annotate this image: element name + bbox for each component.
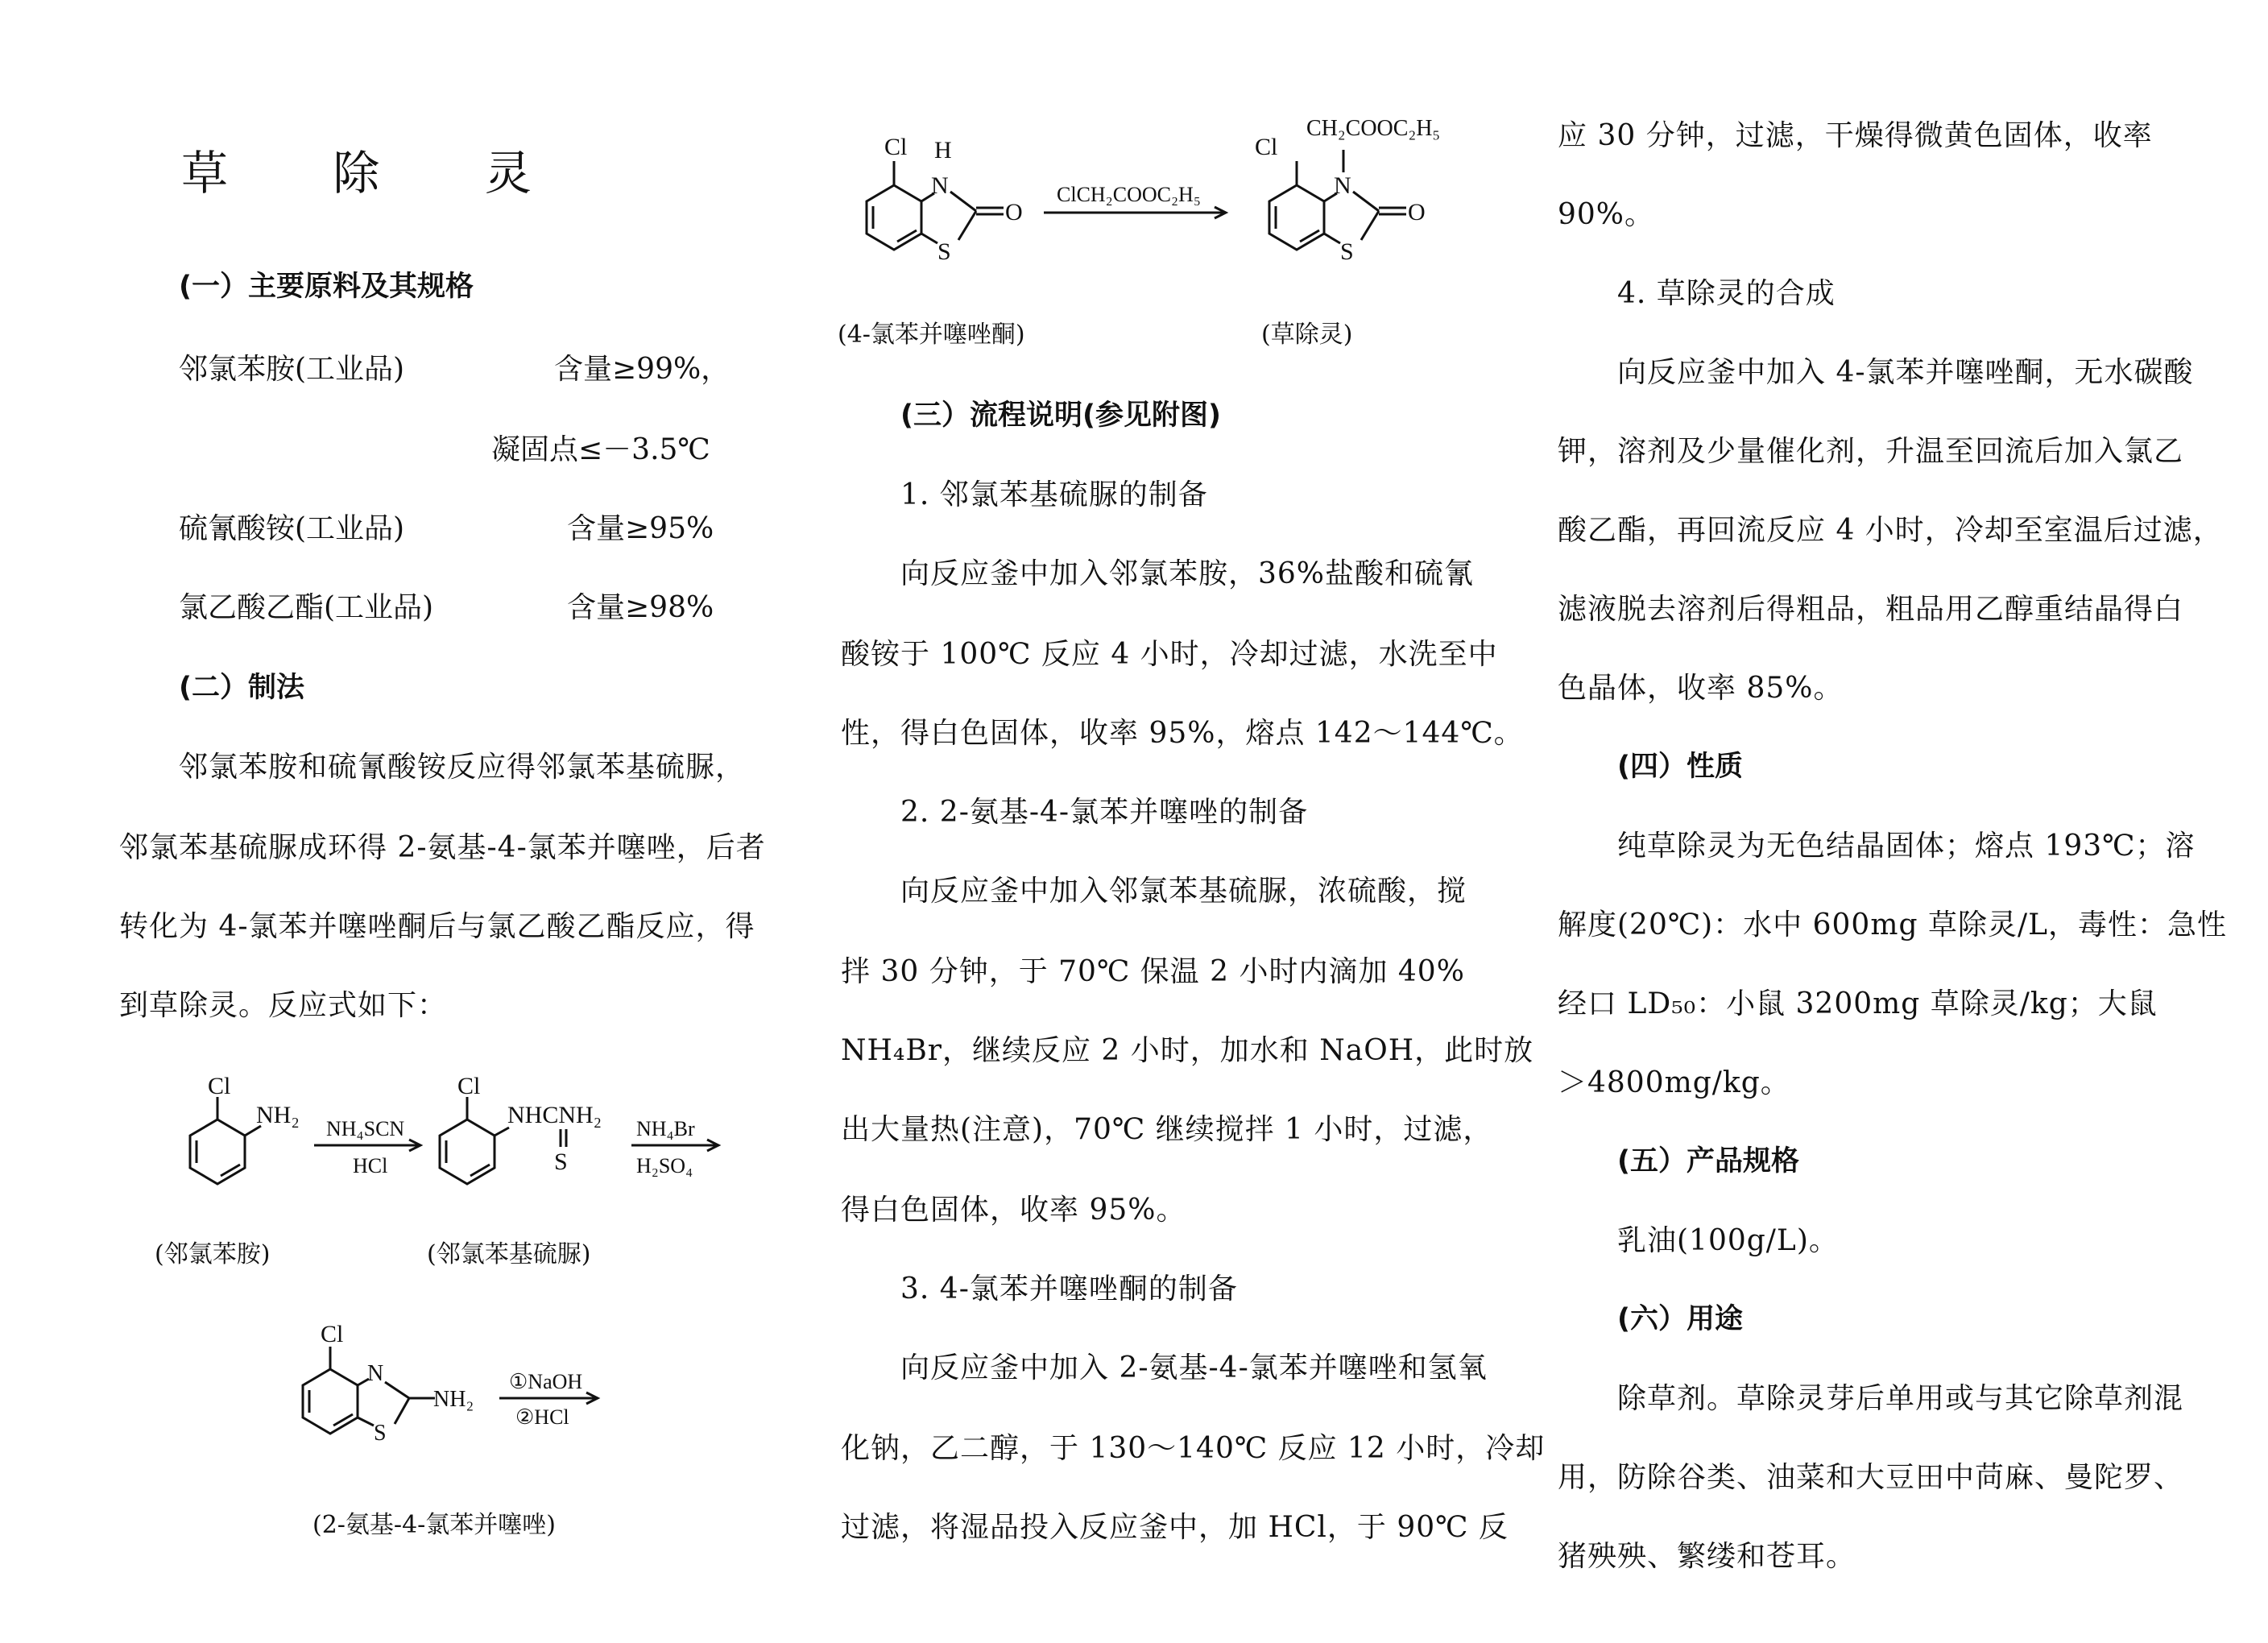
method-line-3: 转化为 4-氯苯并噻唑酮后与氯乙酸乙酯反应，得 — [119, 910, 755, 943]
properties-line-1: 纯草除灵为无色结晶固体；熔点 193℃；溶 — [1617, 830, 2196, 863]
scheme3-n-right: N — [1334, 172, 1351, 199]
step-4-line-4: 滤液脱去溶剂后得粗品，粗品用乙醇重结晶得白 — [1558, 593, 2184, 626]
step-2-title: 2. 2-氨基-4-氯苯并噻唑的制备 — [900, 796, 1309, 829]
scheme3-s-right: S — [1340, 238, 1354, 265]
spec-name-3: 硫氰酸铵(工业品) — [179, 512, 405, 545]
section-heading-specification: (五）产品规格 — [1617, 1145, 1799, 1177]
step-2-line-1: 向反应釜中加入邻氯苯基硫脲，浓硫酸，搅 — [900, 875, 1467, 908]
step-1-title: 1. 邻氯苯基硫脲的制备 — [900, 478, 1208, 511]
spec-name-1: 邻氯苯胺(工业品) — [179, 353, 405, 386]
step-4-title: 4. 草除灵的合成 — [1617, 277, 1836, 310]
uses-line-1: 除草剂。草除灵芽后单用或与其它除草剂混 — [1617, 1382, 2184, 1415]
step-3-line-1: 向反应釜中加入 2-氨基-4-氯苯并噻唑和氢氧 — [900, 1351, 1488, 1384]
step-1-line-2: 酸铵于 100℃ 反应 4 小时，冷却过滤，水洗至中 — [841, 638, 1498, 671]
section-heading-properties: (四）性质 — [1617, 751, 1743, 783]
scheme2-s: S — [374, 1421, 387, 1446]
scheme1-nh2: NH₂ — [256, 1102, 300, 1128]
properties-line-2: 解度(20℃)：水中 600mg 草除灵/L，毒性：急性 — [1558, 908, 2227, 942]
scheme3-o-right: O — [1408, 199, 1426, 226]
caption-aminochlorobenzothiazole: (2-氨基-4-氯苯并噻唑) — [312, 1511, 556, 1539]
section-heading-uses: (六）用途 — [1617, 1303, 1743, 1335]
step-4-line-1: 向反应釜中加入 4-氯苯并噻唑酮，无水碳酸 — [1617, 356, 2194, 389]
scheme1-cl-2: Cl — [457, 1073, 481, 1099]
reaction-scheme-1 — [161, 1055, 741, 1216]
uses-line-2: 用，防除谷类、油菜和大豆田中苘麻、曼陀罗、 — [1558, 1461, 2184, 1494]
step-4-line-5: 色晶体，收率 85%。 — [1558, 672, 1844, 705]
caption-chlorobenzothiazolone: (4-氯苯并噻唑酮) — [838, 321, 1025, 349]
scheme3-h: H — [934, 137, 952, 163]
scheme1-reagent2-bottom: H₂SO₄ — [636, 1154, 693, 1177]
section-heading-process: (三）流程说明(参见附图) — [900, 399, 1221, 432]
scheme2-reagent-bottom: ②HCl — [515, 1405, 569, 1429]
reaction-scheme-3 — [838, 113, 1514, 290]
step-2-line-2: 拌 30 分钟，于 70℃ 保温 2 小时内滴加 40% — [841, 955, 1465, 988]
scheme3-n-left: N — [931, 172, 949, 199]
caption-benazolin-ethyl: (草除灵) — [1261, 321, 1353, 349]
spec-value-3: 含量≥95% — [567, 512, 714, 545]
scheme2-n: N — [367, 1361, 384, 1386]
scheme1-reagent-bottom: HCl — [353, 1154, 388, 1177]
scheme3-reagent: ClCH₂COOC₂H₅ — [1057, 183, 1201, 206]
scheme1-thiourea-s: S — [554, 1148, 568, 1175]
scheme1-cl-1: Cl — [208, 1073, 231, 1099]
step-3-line-3: 过滤，将湿品投入反应釜中，加 HCl，于 90℃ 反 — [841, 1511, 1509, 1544]
scheme3-substituent: CH₂COOC₂H₅ — [1306, 116, 1441, 141]
spec-name-4: 氯乙酸乙酯(工业品) — [179, 591, 434, 624]
section-heading-materials: (一）主要原料及其规格 — [179, 271, 474, 303]
section-heading-method: (二）制法 — [179, 672, 304, 704]
scheme3-o-left: O — [1005, 199, 1023, 226]
spec-value-4: 含量≥98% — [567, 591, 714, 624]
method-line-1: 邻氯苯胺和硫氰酸铵反应得邻氯苯基硫脲， — [179, 751, 746, 784]
spec-value-1: 含量≥99%， — [554, 353, 730, 386]
scheme2-reagent-top: ①NaOH — [509, 1370, 583, 1393]
step-4-line-3: 酸乙酯，再回流反应 4 小时，冷却至室温后过滤， — [1558, 514, 2223, 547]
scheme3-cl-right: Cl — [1255, 134, 1278, 160]
spec-value-2: 凝固点≤－3.5℃ — [491, 433, 710, 466]
caption-o-chloroaniline: (邻氯苯胺) — [155, 1240, 271, 1268]
page-title: 草 除 灵 — [181, 146, 577, 201]
step-3-cont-line-2: 90%。 — [1558, 198, 1655, 231]
step-2-line-4: 出大量热(注意)，70℃ 继续搅拌 1 小时，过滤， — [841, 1113, 1493, 1146]
scheme2-cl: Cl — [321, 1321, 344, 1347]
scheme1-reagent-top: NH₄SCN — [326, 1117, 405, 1140]
step-1-line-3: 性，得白色固体，收率 95%，熔点 142～144℃。 — [841, 717, 1524, 750]
step-3-cont-line-1: 应 30 分钟，过滤，干燥得微黄色固体，收率 — [1558, 119, 2153, 152]
uses-line-3: 猪殃殃、繁缕和苍耳。 — [1558, 1540, 1856, 1573]
method-line-2: 邻氯苯基硫脲成环得 2-氨基-4-氯苯并噻唑，后者 — [119, 831, 766, 864]
step-2-line-3: NH₄Br，继续反应 2 小时，加水和 NaOH，此时放 — [841, 1034, 1534, 1067]
specification-line: 乳油(100g/L)。 — [1617, 1224, 1839, 1257]
scheme1-reagent2-top: NH₄Br — [636, 1117, 695, 1140]
properties-line-4: ＞4800mg/kg。 — [1558, 1066, 1790, 1099]
scheme2-nh2: NH₂ — [433, 1387, 474, 1412]
method-line-4: 到草除灵。反应式如下： — [119, 989, 448, 1022]
step-3-title: 3. 4-氯苯并噻唑酮的制备 — [900, 1273, 1238, 1306]
scheme1-thiourea: NHCNH₂ — [507, 1102, 602, 1128]
step-4-line-2: 钾，溶剂及少量催化剂，升温至回流后加入氯乙 — [1558, 435, 2184, 468]
scheme3-cl-left: Cl — [884, 134, 908, 160]
step-2-line-5: 得白色固体，收率 95%。 — [841, 1194, 1186, 1227]
step-1-line-1: 向反应釜中加入邻氯苯胺，36%盐酸和硫氰 — [900, 557, 1475, 590]
reaction-scheme-2 — [274, 1313, 628, 1466]
caption-thiourea: (邻氯苯基硫脲) — [427, 1240, 591, 1268]
step-3-line-2: 化钠，乙二醇，于 130～140℃ 反应 12 小时，冷却 — [841, 1432, 1546, 1465]
properties-line-3: 经口 LD₅₀：小鼠 3200mg 草除灵/kg；大鼠 — [1558, 987, 2158, 1020]
scheme3-s-left: S — [937, 238, 951, 265]
